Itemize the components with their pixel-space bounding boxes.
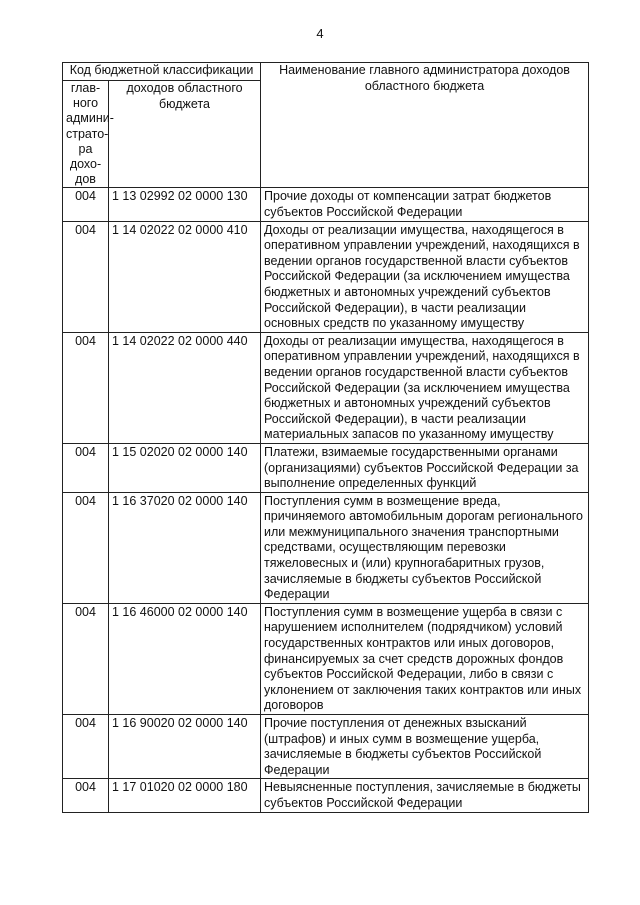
income-name-cell: Прочие доходы от компенсации затрат бюджетов субъектов Российской Федерации (261, 188, 589, 221)
table-row (63, 332, 589, 443)
income-code-cell: 1 15 02020 02 0000 140 (109, 443, 261, 492)
table-row (63, 443, 589, 492)
page-number: 4 (316, 26, 324, 41)
admin-code-cell: 004 (63, 779, 109, 812)
income-code-cell: 1 14 02022 02 0000 440 (109, 332, 261, 443)
header-income-code: доходов областного бюджета (109, 81, 261, 188)
header-chief-administrator-label: глав- ного админи- страто- ра дохо- дов (66, 81, 114, 187)
header-chief-administrator (63, 81, 114, 188)
income-code-cell: 1 17 01020 02 0000 180 (109, 779, 261, 812)
income-name-cell: Поступления сумм в возмещение вреда, причиняемого автомобильным дорогам регионального или межмуниципального значения транспортными средствами, осуществляющим перевозки тяжеловесных и (или) крупногабаритных грузов, зачисляемые в бюджеты субъектов Российской Федерации (261, 492, 589, 603)
income-name-cell: Прочие поступления от денежных взысканий (штрафов) и иных сумм в возмещение ущерба, зачисляемые в бюджеты субъектов Российской Федерации (261, 715, 589, 779)
income-name-cell: Доходы от реализации имущества, находящегося в оперативном управлении учреждений, находящихся в ведении органов государственной власти субъектов Российской Федерации (за исключением имущества бюджетных и автономных учреждений субъектов Российской Федерации), в части реализации материальных запасов по указанному имуществу (261, 332, 589, 443)
admin-code-cell: 004 (63, 332, 109, 443)
table-row (63, 715, 589, 779)
admin-code-cell: 004 (63, 443, 109, 492)
admin-code-cell: 004 (63, 221, 109, 332)
header-administrator-name: Наименование главного администратора доходов областного бюджета (261, 63, 589, 188)
group-header-budget-classification-code: Код бюджетной классификации (63, 63, 261, 81)
table-row (63, 221, 589, 332)
admin-code-cell: 004 (63, 603, 109, 714)
table-row (63, 603, 589, 714)
income-code-cell: 1 16 46000 02 0000 140 (109, 603, 261, 714)
table-row (63, 188, 589, 221)
income-name-cell: Платежи, взимаемые государственными органами (организациями) субъектов Российской Федерации за выполнение определенных функций (261, 443, 589, 492)
admin-code-cell: 004 (63, 188, 109, 221)
income-code-cell: 1 13 02992 02 0000 130 (109, 188, 261, 221)
income-name-cell: Невыясненные поступления, зачисляемые в бюджеты субъектов Российской Федерации (261, 779, 589, 812)
table-row (63, 779, 589, 812)
admin-code-cell: 004 (63, 715, 109, 779)
budget-classification-table (62, 62, 589, 813)
income-name-cell: Доходы от реализации имущества, находящегося в оперативном управлении учреждений, находящихся в ведении органов государственной власти субъектов Российской Федерации (за исключением имущества бюджетных и автономных учреждений субъектов Российской Федерации), в части реализации основных средств по указанному имуществу (261, 221, 589, 332)
income-name-cell: Поступления сумм в возмещение ущерба в связи с нарушением исполнителем (подрядчиком) условий государственных контрактов или иных договоров, финансируемых за счет средств дорожных фондов субъектов Российской Федерации, либо в связи с уклонением от заключения таких контрактов или иных договоров (261, 603, 589, 714)
admin-code-cell: 004 (63, 492, 109, 603)
income-code-cell: 1 16 90020 02 0000 140 (109, 715, 261, 779)
income-code-cell: 1 14 02022 02 0000 410 (109, 221, 261, 332)
income-code-cell: 1 16 37020 02 0000 140 (109, 492, 261, 603)
table-row (63, 492, 589, 603)
